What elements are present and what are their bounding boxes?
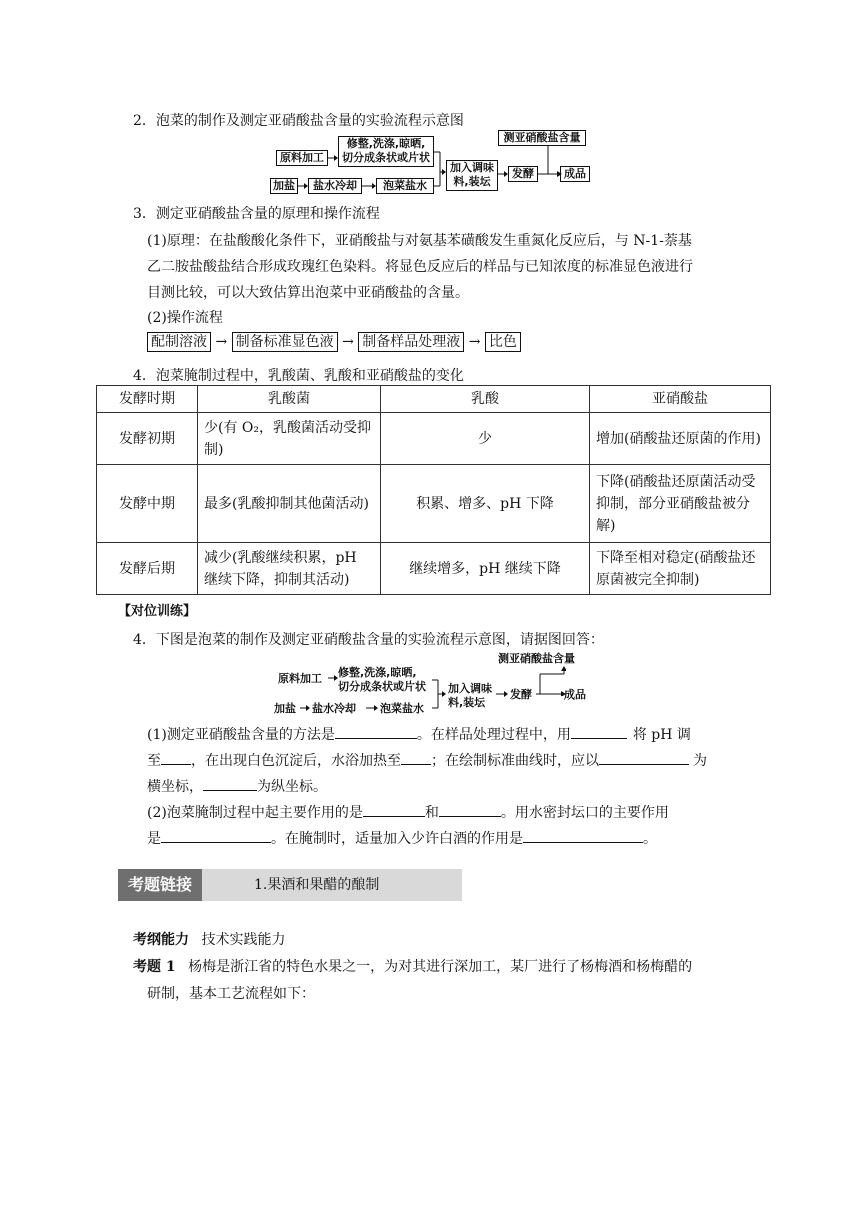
flow2-trim: 修整,洗涤,晾晒, <box>338 666 417 679</box>
arrow-icon <box>538 144 562 178</box>
arrow-icon <box>366 704 378 712</box>
exam-link-banner <box>118 869 462 901</box>
flow-node-trim-line2: 切分成条状或片状 <box>342 151 430 164</box>
arrow-icon: → <box>342 334 354 350</box>
table-cell: 增加(硝酸盐还原菌的作用) <box>590 413 771 465</box>
arrow-icon <box>298 182 308 190</box>
table-cell: 发酵中期 <box>97 465 198 543</box>
answer-blank[interactable] <box>571 724 627 739</box>
flow-node-season-line2: 料,装坛 <box>453 175 491 188</box>
flow-node-season-line1: 加入调味 <box>450 161 494 174</box>
q1-line-2 <box>147 750 707 771</box>
flow-node-ferment: 发酵 <box>508 166 538 182</box>
table-header-row <box>97 386 771 413</box>
principle-line-2: 乙二胺盐酸盐结合形成玫瑰红色染料。将显色反应后的样品与已知浓度的标准显色液进行 <box>147 259 693 275</box>
step-sample-treatment: 制备样品处理液 <box>358 332 464 352</box>
q1-text: ，在出现白色沉淀后，水浴加热至 <box>191 753 401 769</box>
ability-value: 技术实践能力 <box>201 932 286 948</box>
flow2-season1: 加入调味 <box>448 682 492 695</box>
flow-node-trim <box>338 136 434 167</box>
ability-label: 考纲能力 <box>133 932 189 948</box>
table-cell: 积累、增多、pH 下降 <box>381 465 590 543</box>
q1-text: (1)测定亚硝酸盐含量的方法是 <box>147 727 335 743</box>
exam-question-label: 考题 1 <box>133 959 176 975</box>
q2-text: 。 <box>643 831 657 847</box>
q1-text: 至 <box>147 753 161 769</box>
section-2-heading: 2．泡菜的制作及测定亚硝酸盐含量的实验流程示意图 <box>133 113 464 129</box>
flow-node-cool: 盐水冷却 <box>308 178 362 194</box>
answer-blank[interactable] <box>439 802 501 817</box>
q1-line-3 <box>147 776 327 797</box>
q2-line-1 <box>147 802 669 823</box>
banner-title: 1.果酒和果醋的酿制 <box>254 877 380 893</box>
q2-text: (2)泡菜腌制过程中起主要作用的是 <box>147 805 363 821</box>
table-header: 乳酸菌 <box>198 386 381 413</box>
flow-node-season <box>446 160 498 191</box>
merge-connector <box>432 678 446 710</box>
answer-blank[interactable] <box>335 724 417 739</box>
step-colorimetry: 比色 <box>485 332 521 352</box>
answer-blank[interactable] <box>401 750 431 765</box>
practice-question: 4．下图是泡菜的制作及测定亚硝酸盐含量的实验流程示意图，请据图回答： <box>133 632 604 648</box>
q2-text: 和 <box>424 805 439 821</box>
table-cell: 下降(硝酸盐还原菌活动受抑制，部分亚硝酸盐被分解) <box>590 465 771 543</box>
flow-diagram-2 <box>274 650 590 714</box>
answer-blank[interactable] <box>363 802 425 817</box>
flow2-ferment: 发酵 <box>510 688 532 701</box>
table-cell: 减少(乳酸继续积累，pH 继续下降，抑制其活动) <box>198 543 381 595</box>
arrow-icon <box>328 154 338 162</box>
step-prepare-solution: 配制溶液 <box>147 332 211 352</box>
flow2-cool: 盐水冷却 <box>312 702 356 715</box>
operation-heading: (2)操作流程 <box>147 310 223 326</box>
q1-text: 。在样品处理过程中，用 <box>416 727 571 743</box>
q1-text: ；在绘制标准曲线时，应以 <box>431 753 599 769</box>
table-cell: 下降至相对稳定(硝酸盐还原菌被完全抑制) <box>590 543 771 595</box>
arrow-icon: → <box>468 334 481 350</box>
step-standard-color: 制备标准显色液 <box>232 332 338 352</box>
merge-connector <box>434 150 446 192</box>
arrow-icon <box>328 674 338 682</box>
table-header: 亚硝酸盐 <box>590 386 771 413</box>
operation-flow <box>147 332 521 352</box>
q2-text: 。在腌制时，适量加入少许白酒的作用是 <box>271 831 523 847</box>
flow-node-brine: 泡菜盐水 <box>376 178 434 194</box>
table-row <box>97 413 771 465</box>
q1-text: 将 pH 调 <box>632 727 691 743</box>
banner-tag: 考题链接 <box>118 869 202 901</box>
answer-blank[interactable] <box>523 828 643 843</box>
table-cell: 发酵后期 <box>97 543 198 595</box>
arrow-icon <box>496 690 508 698</box>
section-4-heading: 4．泡菜腌制过程中，乳酸菌、乳酸和亚硝酸盐的变化 <box>133 368 464 384</box>
answer-blank[interactable] <box>161 750 191 765</box>
flow-diagram-1 <box>270 130 590 198</box>
principle-line-3: 目测比较，可以大致估算出泡菜中亚硝酸盐的含量。 <box>147 285 469 301</box>
flow2-brine: 泡菜盐水 <box>380 702 424 715</box>
table-cell: 最多(乳酸抑制其他菌活动) <box>198 465 381 543</box>
principle-line-1: (1)原理：在盐酸酸化条件下，亚硝酸盐与对氨基苯磺酸发生重氮化反应后，与 N-1-萘基 <box>147 233 692 249</box>
table-row <box>97 465 771 543</box>
table-header: 发酵时期 <box>97 386 198 413</box>
q1-text: 横坐标， <box>147 779 203 795</box>
table-header: 乳酸 <box>381 386 590 413</box>
q1-line-1 <box>147 724 691 745</box>
flow2-raw: 原料加工 <box>278 672 322 685</box>
flow-node-raw: 原料加工 <box>276 150 328 166</box>
exam-question-line-1 <box>133 957 692 977</box>
flow-node-product: 成品 <box>560 166 590 182</box>
q1-text: 为纵坐标。 <box>257 779 327 795</box>
flow2-season2: 料,装坛 <box>448 696 486 709</box>
flow2-measure: 测亚硝酸盐含量 <box>498 652 575 665</box>
section-3-heading: 3．测定亚硝酸盐含量的原理和操作流程 <box>133 206 380 222</box>
table-cell: 少(有 O₂，乳酸菌活动受抑制) <box>198 413 381 465</box>
table-row <box>97 543 771 595</box>
flow-node-trim-line1: 修整,洗涤,晾晒, <box>346 137 426 150</box>
exam-question-line-2: 研制，基本工艺流程如下： <box>147 986 315 1002</box>
answer-blank[interactable] <box>599 750 689 765</box>
q2-line-2 <box>147 828 657 849</box>
practice-label: 【对位训练】 <box>118 604 197 619</box>
ability-line <box>133 930 285 950</box>
flow2-product: 成品 <box>564 688 586 701</box>
table-cell: 发酵初期 <box>97 413 198 465</box>
arrow-icon <box>536 666 566 696</box>
q2-text: 是 <box>147 831 161 847</box>
flow-node-salt: 加盐 <box>270 178 298 194</box>
flow2-cut: 切分成条状或片状 <box>338 680 426 693</box>
change-table <box>96 385 771 595</box>
arrow-icon <box>362 182 376 190</box>
flow-node-measure: 测亚硝酸盐含量 <box>498 130 586 146</box>
arrow-icon <box>300 704 310 712</box>
answer-blank[interactable] <box>203 776 257 791</box>
exam-question-text: 杨梅是浙江省的特色水果之一，为对其进行深加工，某厂进行了杨梅酒和杨梅醋的 <box>188 959 693 975</box>
flow2-salt: 加盐 <box>274 702 296 715</box>
q2-text: 。用水密封坛口的主要作用 <box>500 805 669 821</box>
q1-text: 为 <box>693 753 707 769</box>
table-cell: 继续增多，pH 继续下降 <box>381 543 590 595</box>
arrow-icon <box>498 170 508 178</box>
table-cell: 少 <box>381 413 590 465</box>
answer-blank[interactable] <box>161 828 271 843</box>
arrow-icon: → <box>215 334 228 350</box>
